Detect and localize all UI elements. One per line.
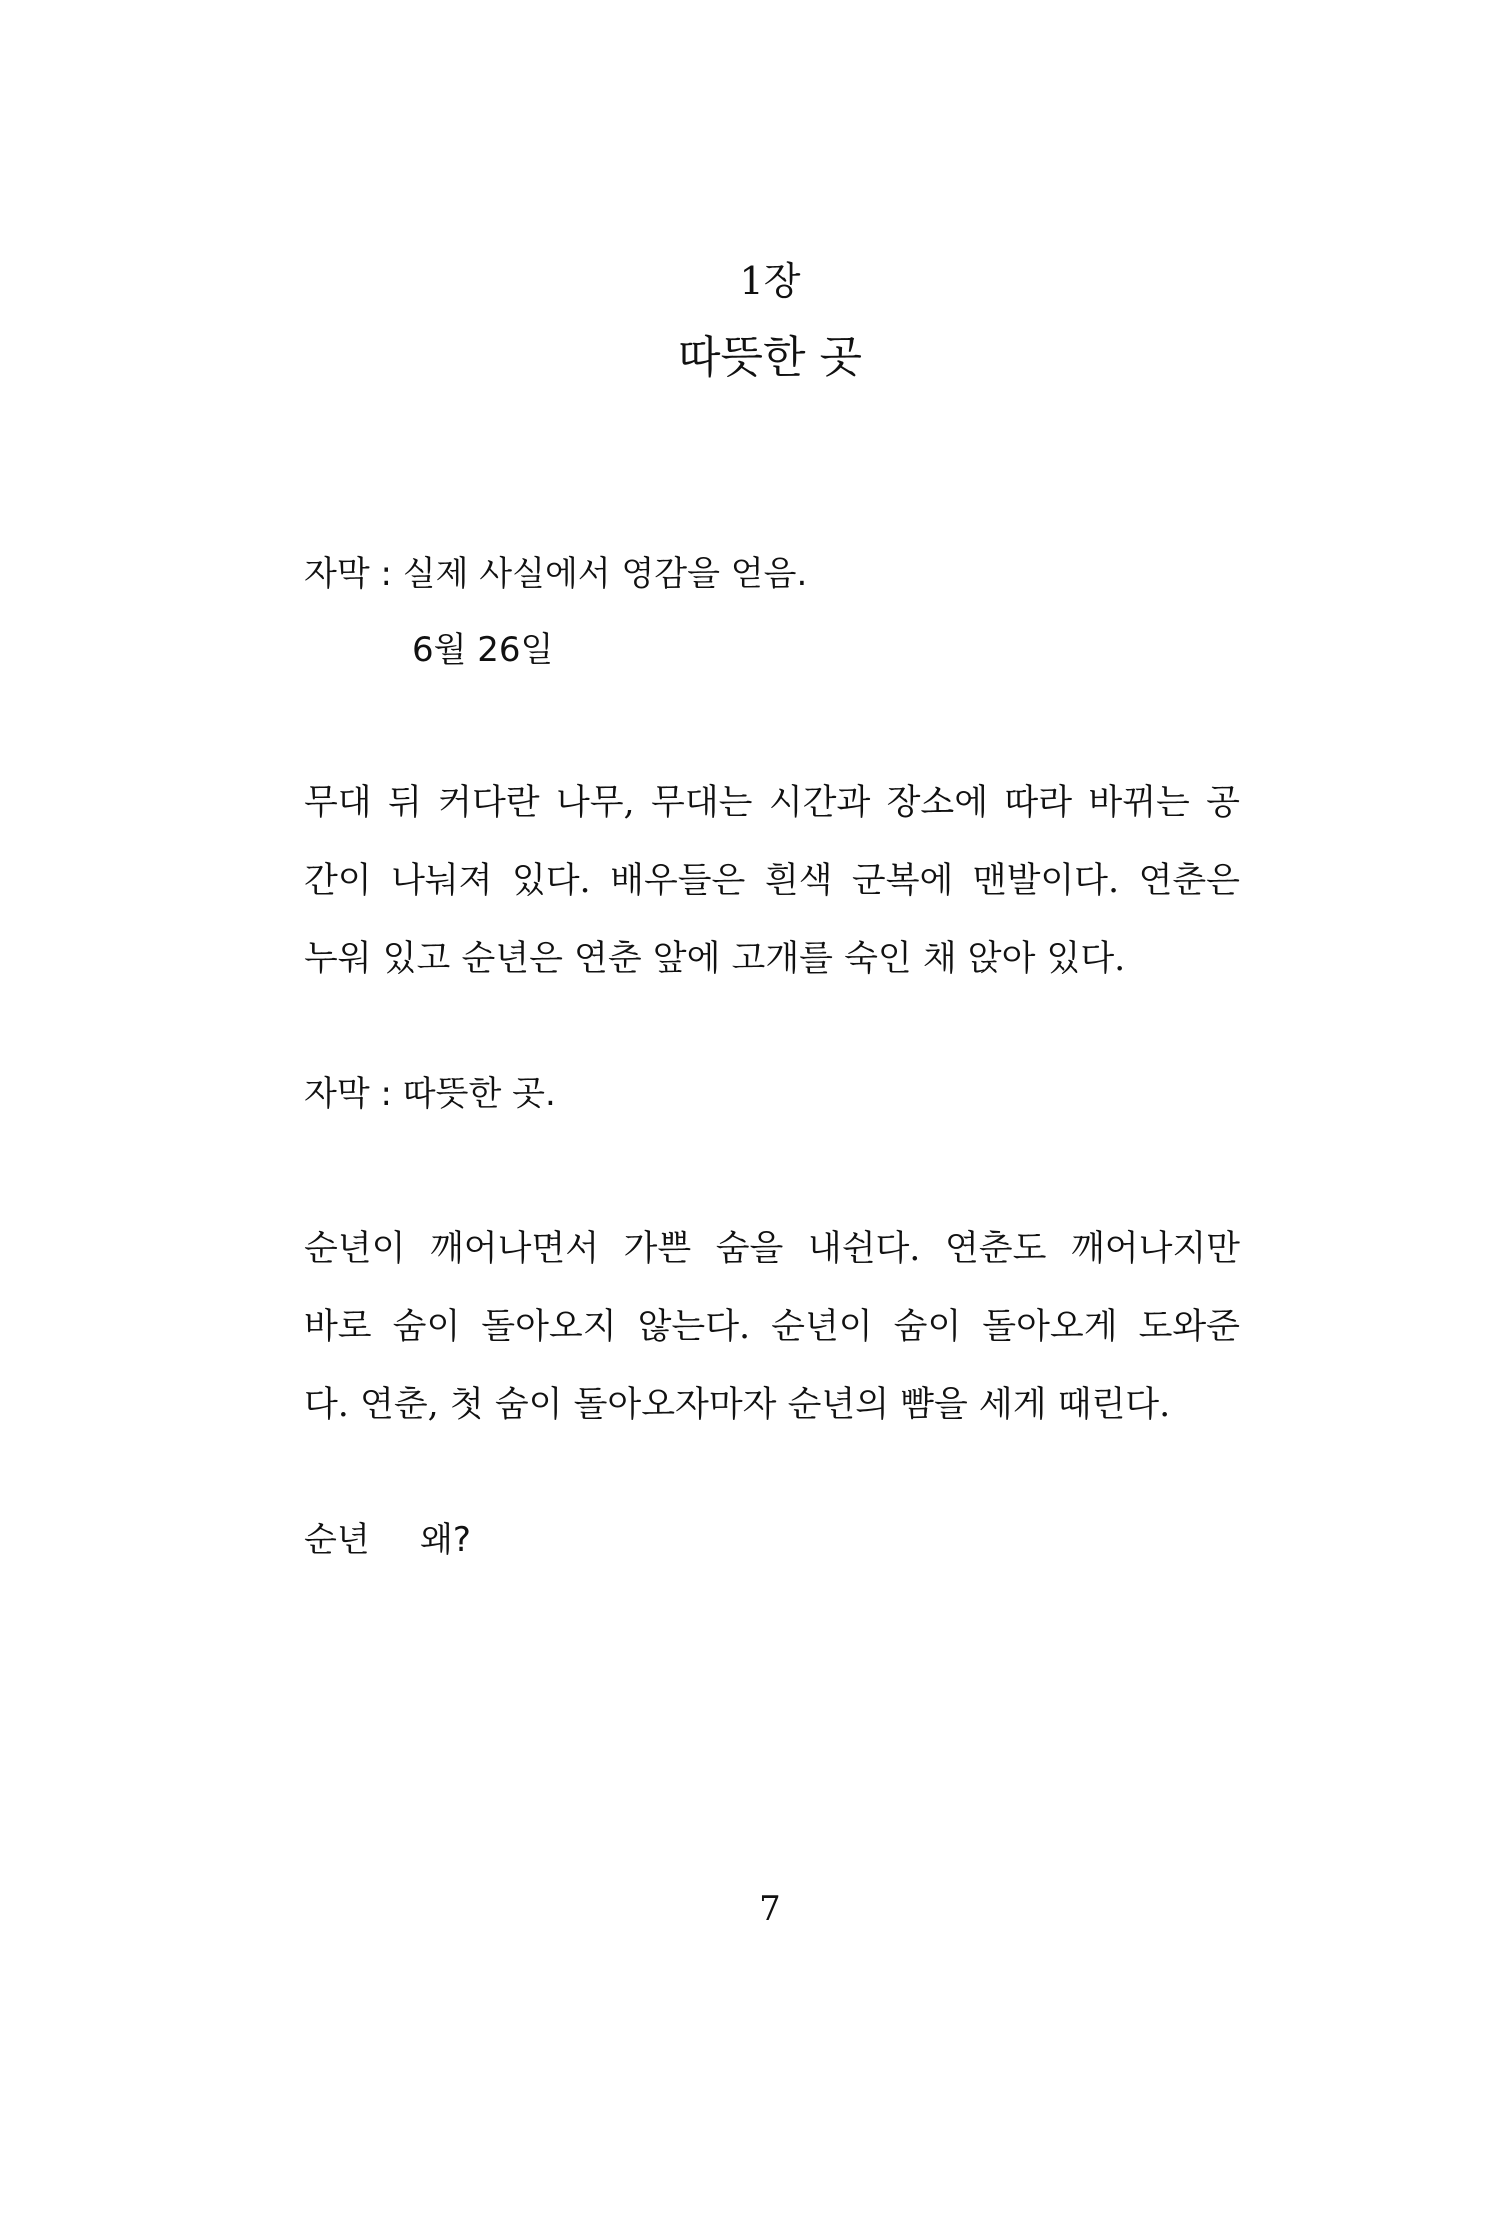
page-number: 7	[759, 1889, 781, 1929]
dialogue-line	[304, 1516, 471, 1564]
caption-inspiration: 자막 : 실제 사실에서 영감을 얻음.	[304, 554, 808, 594]
stage-direction-line: 바로 숨이 돌아오지 않는다. 순년이 숨이 돌아오게 도와준	[304, 1307, 1240, 1347]
stage-direction-line: 무대 뒤 커다란 나무, 무대는 시간과 장소에 따라 바뀌는 공	[304, 783, 1240, 823]
stage-direction-line: 간이 나눠져 있다. 배우들은 흰색 군복에 맨발이다. 연춘은	[304, 861, 1240, 901]
dialogue-text: 왜?	[420, 1520, 471, 1560]
stage-direction-1	[304, 764, 1240, 998]
stage-direction-2	[304, 1210, 1240, 1444]
chapter-title: 따뜻한 곳	[677, 332, 862, 383]
stage-direction-line: 순년이 깨어나면서 가쁜 숨을 내쉰다. 연춘도 깨어나지만	[304, 1229, 1240, 1269]
stage-direction-line: 누워 있고 순년은 연춘 앞에 고개를 숙인 채 앉아 있다.	[304, 939, 1126, 979]
caption-date: 6월 26일	[412, 630, 554, 670]
dialogue-speaker: 순년	[304, 1520, 370, 1560]
caption-warm-place: 자막 : 따뜻한 곳.	[304, 1074, 556, 1114]
chapter-number: 1장	[739, 259, 801, 303]
stage-direction-line: 다. 연춘, 첫 숨이 돌아오자마자 순년의 뺨을 세게 때린다.	[304, 1385, 1171, 1425]
